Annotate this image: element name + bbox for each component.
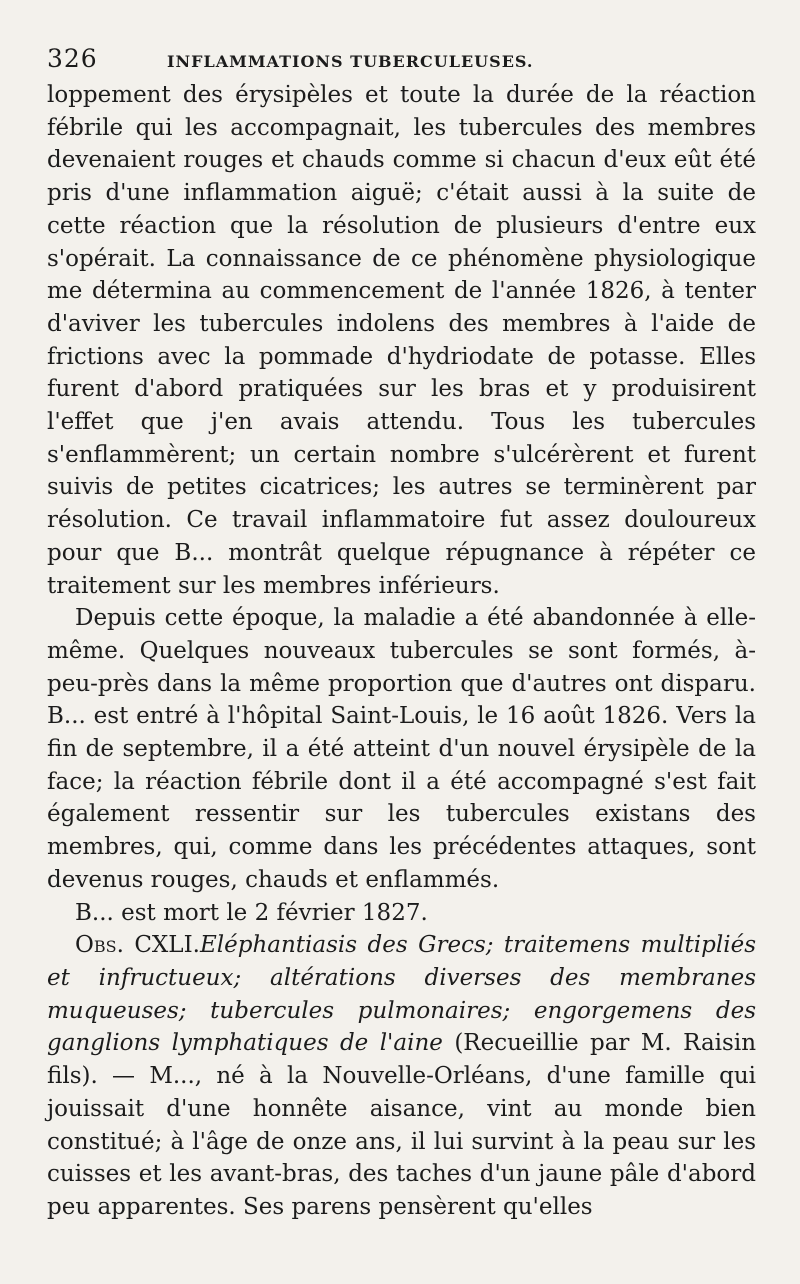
paragraph-death: B... est mort le 2 février 1827. (75, 899, 428, 926)
running-title: INFLAMMATIONS TUBERCULEUSES. (167, 52, 534, 71)
page-number: 326 (47, 44, 98, 73)
observation-text: (Recueillie par M. Raisin fils). — M..., né à la Nouvelle-Orléans, d'une famille qui jouissait d'une honnête aisance, vint au monde bien constitué; à l'âge de onze ans, il lui survint à la peau sur les cuisses et les avant-bras, des taches d'un jaune pâle d'abord peu apparentes. Ses parens pensèrent qu'elles (47, 1030, 757, 1220)
observation-number: CXLI. (134, 932, 200, 959)
running-header (47, 44, 756, 73)
observation-label: Obs. (75, 932, 124, 959)
body-text (47, 79, 756, 1224)
paragraph-since-then: Depuis cette époque, la maladie a été abandonnée à elle-même. Quelques nouveaux tubercules se sont formés, à-peu-près dans la même proportion que d'autres ont disparu. B... est entré à l'hôpital Saint-Louis, le 16 août 1826. Vers la fin de septembre, il a été atteint d'un nouvel érysipèle de la face; la réaction fébrile dont il a été accompagné s'est fait également ressentir sur les tubercules existans des membres, qui, comme dans les précédentes attaques, sont devenus rouges, chauds et enflammés. (47, 605, 756, 893)
observation-title: Eléphantiasis des Grecs; traitemens multipliés et infructueux; altérations diverses des membranes muqueuses; tubercules pulmonaires; engorgemens des ganglions lymphatiques de l'aine (47, 932, 756, 1057)
paragraph-continuation: loppement des érysipèles et toute la durée de la réaction fébrile qui les accompagnait, les tubercules des membres devenaient rouges et chauds comme si chacun d'eux eût été pris d'une inflammation aiguë; c'était aussi à la suite de cette réaction que la résolution de plusieurs d'entre eux s'opérait. La connaissance de ce phénomène physiologique me détermina au commencement de l'année 1826, à tenter d'aviver les tubercules indolens des membres à l'aide de frictions avec la pommade d'hydriodate de potasse. Elles furent d'abord pratiquées sur les bras et y produisirent l'effet que j'en avais attendu. Tous les tubercules s'enflammèrent; un certain nombre s'ulcérèrent et furent suivis de petites cicatrices; les autres se terminèrent par résolution. Ce travail inflammatoire fut assez douloureux pour que B... montrât quelque répugnance à répéter ce traitement sur les membres inférieurs. (47, 82, 756, 599)
observation-paragraph (47, 929, 756, 1223)
